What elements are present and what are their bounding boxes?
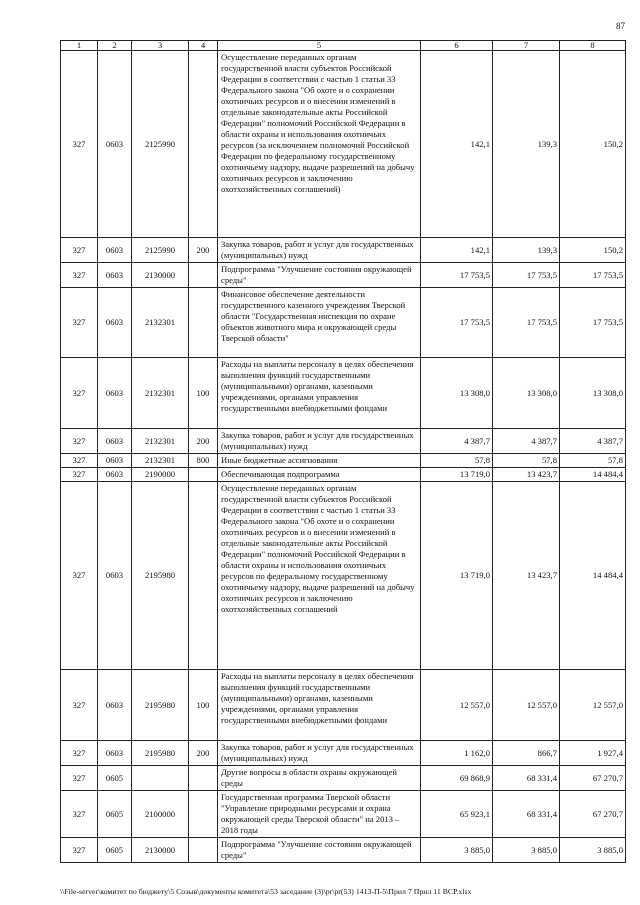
code-cell: 2132301 [132,358,189,429]
amount-cell: 1 927,4 [560,741,626,766]
table-row [61,766,626,791]
amount-cell: 17 753,5 [421,263,493,288]
code-cell [189,288,218,358]
table-row [61,429,626,454]
amount-cell: 4 387,7 [560,429,626,454]
code-cell: 2132301 [132,429,189,454]
code-cell: 2190000 [132,468,189,482]
expense-name-cell: Осуществление переданных органам государственной власти субъектов Российской Федерации в соответствии с частью 1 статьи 33 Федерального закона "Об охоте и о сохранении охотничьих ресурсов и о внесении изменений в отдельные законодательные акты Российской Федерации" полномочий Российской Федерации в области охраны и использования охотничьих ресурсов по федеральному государственному охотничьему надзору, выдаче разрешений на добычу охотничьих ресурсов и заключению охотхозяйственных соглашений [218,482,421,670]
column-header: 3 [132,41,189,51]
column-header: 1 [61,41,98,51]
code-cell [189,766,218,791]
code-cell [189,468,218,482]
amount-cell: 12 557,0 [560,670,626,741]
expense-name-cell: Закупка товаров, работ и услуг для государственных (муниципальных) нужд [218,429,421,454]
amount-cell: 17 753,5 [560,288,626,358]
code-cell: 100 [189,358,218,429]
code-cell: 327 [61,741,98,766]
amount-cell: 67 270,7 [560,791,626,838]
amount-cell: 4 387,7 [421,429,493,454]
expense-name-cell: Осуществление переданных органам государственной власти субъектов Российской Федерации в соответствии с частью 1 статьи 33 Федерального закона "Об охоте и о сохранении охотничьих ресурсов и о внесении изменений в отдельные законодательные акты Российской Федерации" полномочий Российской Федерации в области охраны и использования охотничьих ресурсов (за исключением полномочий Российской Федерации по федеральному государственному охотничьему надзору, выдаче разрешений на добычу охотничьих ресурсов и заключению охотхозяйственных соглашений) [218,51,421,238]
code-cell: 200 [189,238,218,263]
table-row [61,838,626,863]
page-number: 87 [616,21,625,31]
code-cell: 200 [189,429,218,454]
amount-cell: 13 423,7 [493,482,560,670]
table-row [61,288,626,358]
expense-name-cell: Подпрограмма "Улучшение состояния окружающей среды" [218,263,421,288]
column-header: 7 [493,41,560,51]
amount-cell: 17 753,5 [421,288,493,358]
amount-cell: 14 484,4 [560,468,626,482]
code-cell: 0603 [98,263,132,288]
expense-name-cell: Обеспечивающая подпрограмма [218,468,421,482]
amount-cell: 3 885,0 [493,838,560,863]
amount-cell: 13 719,0 [421,468,493,482]
amount-cell: 69 868,9 [421,766,493,791]
code-cell: 327 [61,51,98,238]
expense-name-cell: Расходы на выплаты персоналу в целях обеспечения выполнения функций государственными (муниципальными) органами, казенными учреждениями, органами управления государственными внебюджетными фондами [218,670,421,741]
code-cell: 0603 [98,358,132,429]
expense-name-cell: Расходы на выплаты персоналу в целях обеспечения выполнения функций государственными (муниципальными) органами, казенными учреждениями, органами управления государственными внебюджетными фондами [218,358,421,429]
amount-cell: 68 331,4 [493,791,560,838]
code-cell: 100 [189,670,218,741]
column-header: 2 [98,41,132,51]
column-header: 5 [218,41,421,51]
code-cell: 327 [61,288,98,358]
header-row [61,41,626,51]
code-cell: 2132301 [132,288,189,358]
code-cell: 0603 [98,454,132,468]
code-cell: 327 [61,838,98,863]
table-row [61,482,626,670]
expense-name-cell: Другие вопросы в области охраны окружающей среды [218,766,421,791]
code-cell [189,263,218,288]
table-row [61,454,626,468]
budget-table [60,40,626,863]
code-cell: 327 [61,791,98,838]
code-cell: 327 [61,358,98,429]
expense-name-cell: Государственная программа Тверской области "Управление природными ресурсами и охрана окружающей среды Тверской области" на 2013 – 2018 годы [218,791,421,838]
code-cell: 327 [61,766,98,791]
amount-cell: 150,2 [560,238,626,263]
code-cell: 0603 [98,482,132,670]
expense-name-cell: Иные бюджетные ассигнования [218,454,421,468]
table-row [61,51,626,238]
amount-cell: 13 308,0 [421,358,493,429]
code-cell [132,766,189,791]
expense-name-cell: Финансовое обеспечение деятельности государственного казенного учреждения Тверской области "Государственная инспекция по охране объектов животного мира и окружающей среды Тверской области" [218,288,421,358]
table-row [61,791,626,838]
code-cell: 2195980 [132,741,189,766]
code-cell: 0603 [98,238,132,263]
code-cell: 0605 [98,838,132,863]
table-row [61,358,626,429]
amount-cell: 13 308,0 [493,358,560,429]
amount-cell: 12 557,0 [421,670,493,741]
amount-cell: 67 270,7 [560,766,626,791]
expense-name-cell: Подпрограмма "Улучшение состояния окружающей среды" [218,838,421,863]
code-cell: 2100000 [132,791,189,838]
amount-cell: 3 885,0 [421,838,493,863]
code-cell: 327 [61,263,98,288]
code-cell [189,838,218,863]
amount-cell: 17 753,5 [493,288,560,358]
amount-cell: 142,1 [421,238,493,263]
file-path-footer: \\File-server\комитет по бюджету\5 Созыв\документы комитета\53 заседание (3)\pr\pr(53) 1413-П-5\Прил 7 Прил 11 ВСР.xlsx [60,887,472,896]
table-row [61,263,626,288]
code-cell: 2132301 [132,454,189,468]
table-row [61,468,626,482]
column-header: 8 [560,41,626,51]
column-header: 6 [421,41,493,51]
amount-cell: 13 308,0 [560,358,626,429]
table-row [61,238,626,263]
amount-cell: 65 923,1 [421,791,493,838]
amount-cell: 1 162,0 [421,741,493,766]
amount-cell: 13 719,0 [421,482,493,670]
code-cell: 2195980 [132,670,189,741]
code-cell: 2195980 [132,482,189,670]
amount-cell: 3 885,0 [560,838,626,863]
code-cell: 2125990 [132,238,189,263]
amount-cell: 17 753,5 [493,263,560,288]
code-cell: 327 [61,482,98,670]
code-cell: 0603 [98,429,132,454]
code-cell: 0605 [98,791,132,838]
amount-cell: 150,2 [560,51,626,238]
code-cell: 327 [61,468,98,482]
amount-cell: 57,8 [421,454,493,468]
code-cell: 327 [61,429,98,454]
amount-cell: 4 387,7 [493,429,560,454]
table-row [61,741,626,766]
code-cell: 327 [61,670,98,741]
code-cell [189,791,218,838]
code-cell: 2125990 [132,51,189,238]
code-cell: 0603 [98,741,132,766]
code-cell: 200 [189,741,218,766]
code-cell: 327 [61,238,98,263]
amount-cell: 14 484,4 [560,482,626,670]
expense-name-cell: Закупка товаров, работ и услуг для государственных (муниципальных) нужд [218,238,421,263]
code-cell: 327 [61,454,98,468]
code-cell: 0603 [98,670,132,741]
amount-cell: 57,8 [560,454,626,468]
amount-cell: 139,3 [493,238,560,263]
code-cell: 0603 [98,51,132,238]
expense-name-cell: Закупка товаров, работ и услуг для государственных (муниципальных) нужд [218,741,421,766]
amount-cell: 68 331,4 [493,766,560,791]
code-cell: 0603 [98,468,132,482]
amount-cell: 57,8 [493,454,560,468]
code-cell [189,482,218,670]
code-cell: 2130000 [132,263,189,288]
amount-cell: 139,3 [493,51,560,238]
code-cell: 2130000 [132,838,189,863]
table-row [61,670,626,741]
column-header: 4 [189,41,218,51]
amount-cell: 866,7 [493,741,560,766]
amount-cell: 17 753,5 [560,263,626,288]
code-cell [189,51,218,238]
code-cell: 0605 [98,766,132,791]
code-cell: 800 [189,454,218,468]
amount-cell: 142,1 [421,51,493,238]
code-cell: 0603 [98,288,132,358]
amount-cell: 13 423,7 [493,468,560,482]
amount-cell: 12 557,0 [493,670,560,741]
